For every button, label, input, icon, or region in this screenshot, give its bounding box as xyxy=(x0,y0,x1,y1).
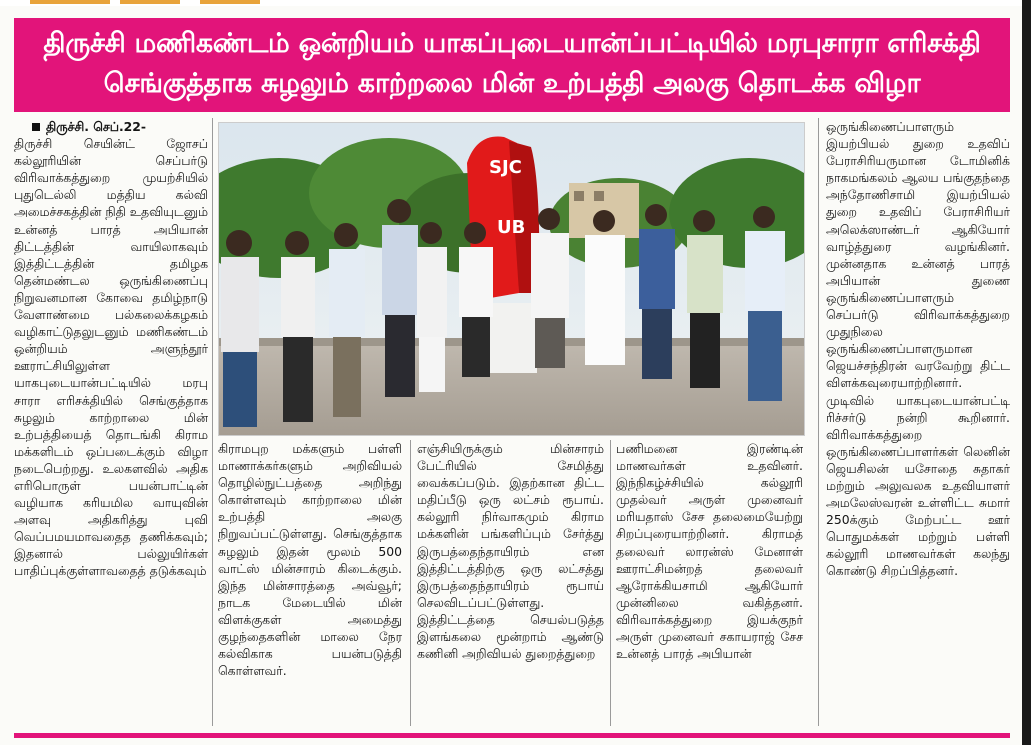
pillar-text: UB xyxy=(497,217,526,238)
article-column-3 xyxy=(417,440,604,726)
headline-line-2: செங்குத்தாக சுழலும் காற்றலை மின் உற்பத்தி அலகு தொடக்க விழா xyxy=(103,68,921,99)
article-text-col2: கிராமபுற மக்களும் பள்ளி மாணாக்கர்களும் அறிவியல் தொழில்நுட்பத்தை அறிந்து கொள்ளவும் காற்றாலை மின் உற்பத்தி அலகு நிறுவப்பட்டுள்ளது. செங்குத்தாக சுழலும் இதன் மூலம் 500 வாட்ஸ் மின்சாரம் கிடைக்கும். இந்த மின்சாரத்தை அவ்வூர்; நாடக மேடையில் மின் விளக்குகள் அமைத்து குழந்தைகளின் மாலை நேர கல்விகாக பயன்படுத்தி கொள்ளவர். xyxy=(218,441,402,679)
photo-illustration xyxy=(219,123,804,435)
article-column-4 xyxy=(616,440,803,726)
article-column-2 xyxy=(218,440,402,726)
column-divider xyxy=(410,440,411,726)
column-divider xyxy=(610,440,611,726)
top-strip-accent xyxy=(200,0,260,4)
article-text-col5: ஒருங்கிணைப்பாளரும் இயற்பியல் துறை உதவிப் பேராசிரியருமான டோமினிக் நாகமங்கலம் ஆலய பங்குதந்தை அந்தோணிசாமி இயற்பியல் துறை உதவிப் பேராசிரியர் அலெக்ஸாண்டர் ஆகியோர் வாழ்த்துரை வழங்கினர். முன்னதாக உன்னத் பாரத் அபியான் துணை ஒருங்கிணைப்பாளரும் செப்பர்டு விரிவாக்கத்துறை முதுநிலை ஒருங்கிணைப்பாளருமான ஜெயச்சந்திரன் வரவேற்று திட்ட விளக்கவுரையாற்றினார். முடிவில் யாகபுடையான்பட்டி ரிச்சர்டு நன்றி கூறினார். விரிவாக்கத்துறை ஒருங்கிணைப்பாளர்கள் லெனின் ஜெயசிலன் யசோதை சுதாகர் மற்றும் அலுவலக உதவியாளர் அமலேஸ்வரன் உள்ளிட்ட சுமார் 250க்கும் மேற்பட்ட ஊர் பொதுமக்கள் மற்றும் பள்ளி கல்லூரி மாணவர்கள் கலந்து கொண்டு சிறப்பித்தனர். xyxy=(826,119,1010,579)
bullet-square-icon xyxy=(32,123,40,131)
dateline-text: திருச்சி. செப்.22- xyxy=(46,119,147,134)
bottom-accent-bar xyxy=(14,733,1010,738)
headline-banner xyxy=(14,18,1010,112)
news-photo xyxy=(218,122,805,436)
pillar-text: SJC xyxy=(489,157,522,178)
article-column-5 xyxy=(826,118,1010,726)
right-edge-bar xyxy=(1022,0,1031,745)
column-divider xyxy=(818,118,819,726)
top-strip-accent xyxy=(30,0,110,4)
article-column-1 xyxy=(14,118,208,726)
headline-line-1: திருச்சி மணிகண்டம் ஒன்றியம் யாகப்புடையான்ப்பட்டியில் மரபுசாரா எரிசக்தி xyxy=(43,28,981,59)
dateline xyxy=(14,118,208,135)
article-text-col1: திருச்சி செயின்ட் ஜோசப் கல்லூரியின் செப்பர்டு விரிவாக்கத்துறை முயற்சியில் புதுடெல்லி மத்திய கல்வி அமைச்சகத்தின் நிதி உதவியுடனும் உன்னத் பாரத் அபியான் திட்டத்தின் வாயிலாகவும் இத்திட்டத்தின் தமிழக தென்மண்டல ஒருங்கிணைப்பு நிறுவனமான கோவை தமிழ்நாடு வேளாண்மை பல்கலைக்கழகம் வழிகாட்டுதலுடனும் மணிகண்டம் ஒன்றியம் அளுந்தூர் ஊராட்சியிலுள்ள யாகபுடையான்பட்டியில் மரபு சாரா எரிசக்தியில் செங்குத்தாக சுழலும் காற்றாலை மின் உற்பத்தியைத் தொடங்கி கிராம மக்களிடம் ஒப்படைக்கும் விழா நடைபெற்றது. உலகளவில் அதிக எரிபொருள் பயன்பாட்டின் வழியாக கரியமில வாயுவின் அளவு அதிகரித்து புவி வெப்பமயமாவதைத தணிக்கவும்; இதனால் பல்லுயிர்கள் பாதிப்புக்குள்ளாவதைத் தடுக்கவும் xyxy=(14,136,208,579)
top-strip-accent xyxy=(120,0,180,4)
column-divider xyxy=(212,118,213,726)
article-text-col3: எஞ்சியிருக்கும் மின்சாரம் பேட்ரியில் சேமித்து வைக்கப்படும். இதற்கான திட்ட மதிப்பீடு ஒரு லட்சம் ரூபாய். கல்லூரி நிர்வாகமும் கிராம மக்களின் பங்களிப்பும் சேர்த்து இருபத்தைந்தாயிரம் என இத்திட்டத்திற்கு ஒரு லட்சத்து இருபத்தைந்தாயிரம் ரூபாய் செலவிடப்பட்டுள்ளது. இத்திட்டத்தை செயல்படுத்த இளங்கலை மூன்றாம் ஆண்டு கணினி அறிவியல் துறைத்துறை xyxy=(417,441,604,662)
top-strip xyxy=(0,0,1031,6)
article-text-col4: பணிமனை இரண்டின் மாணவர்கள் உதவினர். இந்நிகழ்ச்சியில் கல்லூரி முதல்வர் அருள் முனைவர் மரியதாஸ் சேச தலைமையேற்று சிறப்புரையாற்றினர். கிராமத் தலைவர் லாரன்ஸ் மேனாள் ஊராட்சிமன்றத் தலைவர் ஆரோக்கியசாமி ஆகியோர் முன்னிலை வகித்தனர். விரிவாக்கத்துறை இயக்குநர் அருள் முனைவர் சகாயராஜ் சேச உன்னத் பாரத் அபியான் xyxy=(616,441,803,662)
